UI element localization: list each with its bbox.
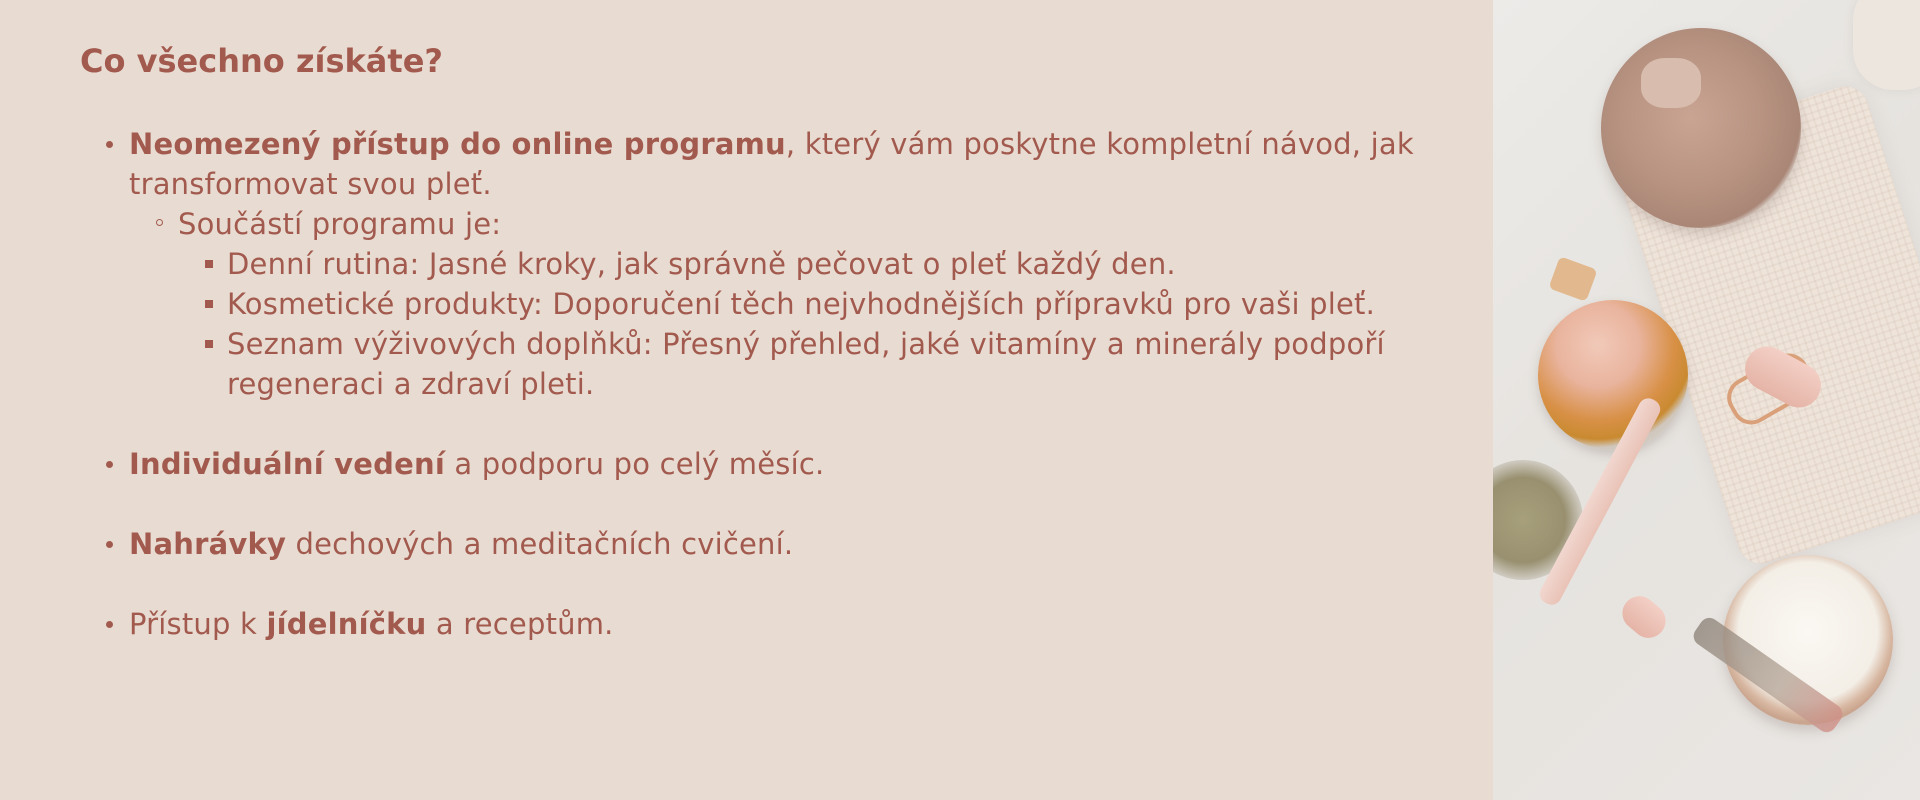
bag-shape bbox=[1853, 0, 1920, 90]
crystal-shape bbox=[1548, 256, 1597, 302]
program-sublist bbox=[129, 204, 1460, 404]
program-point-routine: Denní rutina: Jasné kroky, jak správně pečovat o pleť každý den. bbox=[178, 244, 1460, 284]
program-contents-item bbox=[129, 204, 1460, 404]
benefit-text: , který vám poskytne kompletní návod, jak transformovat svou pleť. bbox=[129, 127, 1414, 201]
benefit-item-meal-plan bbox=[80, 604, 1460, 644]
section-title: Co všechno získáte? bbox=[80, 42, 443, 80]
benefit-text: a receptům. bbox=[426, 607, 614, 641]
program-point-supplements: Seznam výživových doplňků: Přesný přehled, jaké vitamíny a minerály podpoří regeneraci a zdraví pleti. bbox=[178, 324, 1460, 404]
benefit-bold: Nahrávky bbox=[129, 527, 287, 561]
benefits-list bbox=[80, 124, 1460, 644]
scrub-jar-shape bbox=[1601, 28, 1801, 228]
program-point-products: Kosmetické produkty: Doporučení těch nejvhodnějších přípravků pro vaši pleť. bbox=[178, 284, 1460, 324]
benefit-prefix: Přístup k bbox=[129, 607, 267, 641]
benefit-bold: Neomezený přístup do online programu bbox=[129, 127, 786, 161]
salt-jar-shape bbox=[1538, 300, 1688, 450]
benefit-text: a podporu po celý měsíc. bbox=[444, 447, 825, 481]
benefit-item-recordings bbox=[80, 524, 1460, 564]
face-roller-small-stone bbox=[1615, 589, 1672, 645]
benefit-text: dechových a meditačních cvičení. bbox=[286, 527, 794, 561]
benefit-item-program bbox=[80, 124, 1460, 404]
benefit-bold: Individuální vedení bbox=[129, 447, 445, 481]
benefit-item-guidance bbox=[80, 444, 1460, 484]
content-section bbox=[80, 40, 1460, 684]
program-contents-label: Součástí programu je: bbox=[178, 207, 502, 241]
program-contents-list bbox=[178, 244, 1460, 404]
benefit-bold: jídelníčku bbox=[266, 607, 427, 641]
cosmetics-photo bbox=[1493, 0, 1920, 800]
